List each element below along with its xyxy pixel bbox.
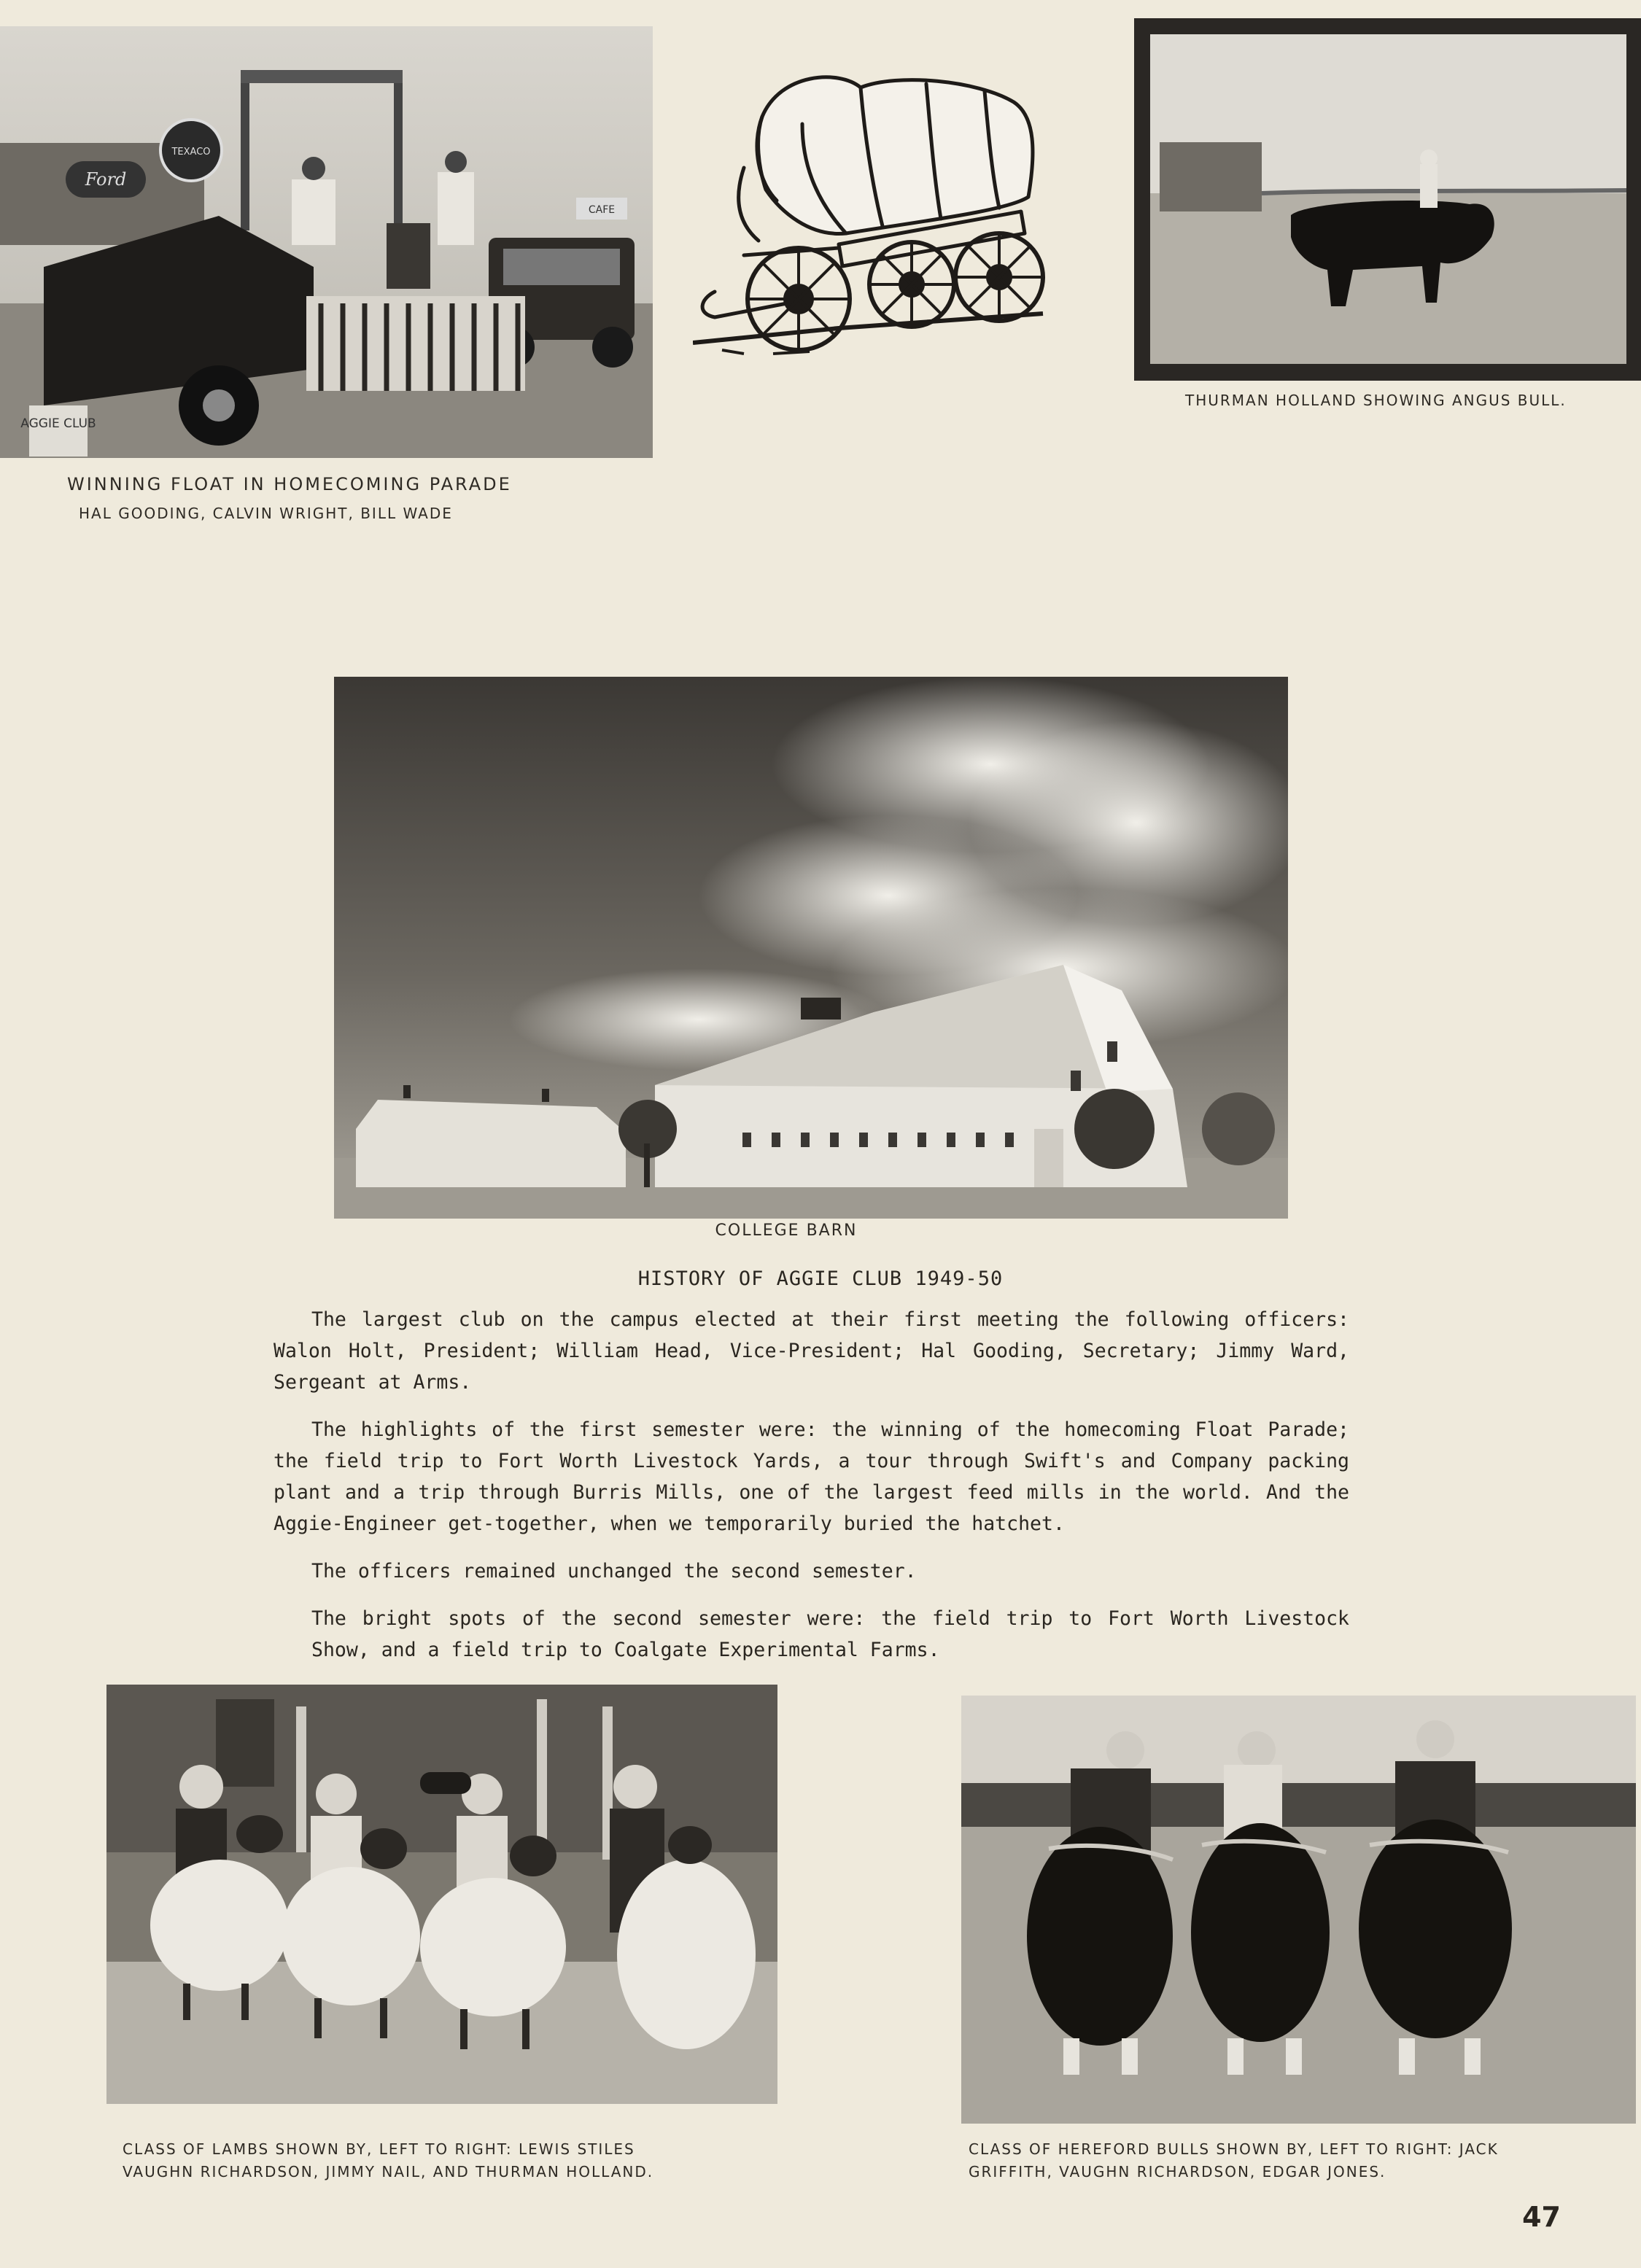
texaco-sign-text: TEXACO: [171, 147, 211, 158]
history-paragraph-1: The largest club on the campus elected at their first meeting the following officers: Walon Holt, President; William Head, Vice-President; Hal Gooding, Secretary; Jimmy Ward, Sergeant at Arms.: [274, 1308, 1349, 1394]
float-caption-line1: WINNING FLOAT IN HOMECOMING PARADE: [67, 474, 512, 494]
history-title: HISTORY OF AGGIE CLUB 1949-50: [637, 1267, 1004, 1290]
lambs-caption-line1: CLASS OF LAMBS SHOWN BY, LEFT TO RIGHT: LEWIS STILES: [123, 2140, 635, 2158]
hereford-bulls-photo: [961, 1696, 1636, 2124]
aggie-club-sign-text: AGGIE CLUB: [20, 416, 96, 431]
college-barn-photo: [334, 677, 1288, 1219]
angus-bull-photo: [1134, 18, 1641, 381]
hereford-caption-line2: GRIFFITH, VAUGHN RICHARDSON, EDGAR JONES.: [969, 2163, 1386, 2180]
history-body: [274, 1304, 1349, 1682]
history-paragraph-4: The bright spots of the second semester were: the field trip to Fort Worth Livestock Show, and a field trip to Coalgate Experimental Farms.: [311, 1607, 1349, 1661]
lambs-caption-line2: VAUGHN RICHARDSON, JIMMY NAIL, AND THURMAN HOLLAND.: [123, 2163, 654, 2180]
cafe-sign-text: CAFE: [588, 204, 616, 216]
page-number: 47: [1522, 2201, 1561, 2233]
angus-caption: THURMAN HOLLAND SHOWING ANGUS BULL.: [1185, 392, 1567, 409]
hereford-caption-line1: CLASS OF HEREFORD BULLS SHOWN BY, LEFT TO RIGHT: JACK: [969, 2140, 1499, 2158]
covered-wagon-illustration: [693, 66, 1065, 372]
float-photo: [0, 26, 653, 458]
float-caption-line2: HAL GOODING, CALVIN WRIGHT, BILL WADE: [79, 505, 453, 522]
history-paragraph-3: The officers remained unchanged the second semester.: [311, 1560, 917, 1582]
history-paragraph-2: The highlights of the first semester were: the winning of the homecoming Float Parade; the field trip to Fort Worth Livestock Yards, a tour through Swift's and Company packing plant and a trip through Burris Mills, one of the largest feed mills in the world. And the Aggie-Engineer get-together, when we temporarily buried the hatchet.: [274, 1418, 1349, 1535]
ford-sign-text: Ford: [85, 169, 127, 190]
lambs-photo: [106, 1685, 777, 2104]
barn-caption: COLLEGE BARN: [715, 1222, 858, 1240]
